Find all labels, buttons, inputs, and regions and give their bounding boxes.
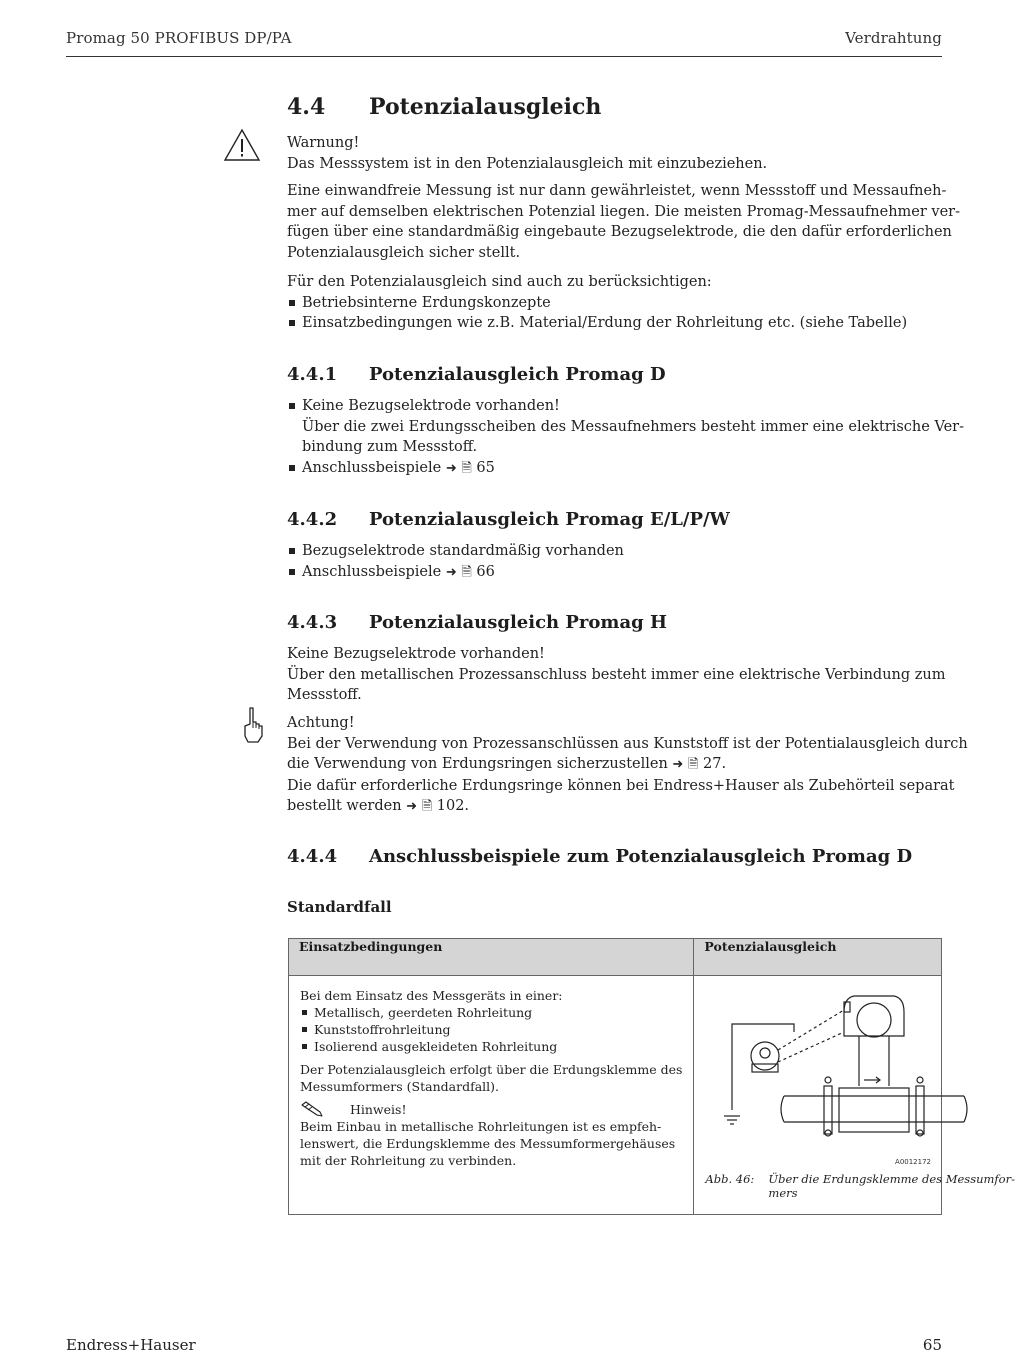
list-item: Betriebsinterne Erdungskonzepte xyxy=(287,293,947,314)
conditions-table xyxy=(288,938,1015,1215)
warning-text: Das Messsystem ist in den Potenzialausgleich mit einzubeziehen. xyxy=(287,155,768,172)
intro-line: mer auf demselben elektrischen Potenzial liegen. Die meisten Promag-Messaufnehmer ver- xyxy=(287,203,961,220)
footer-left: Endress+Hauser xyxy=(66,1336,196,1354)
subsection-number: 4.4.4 xyxy=(287,846,338,867)
sub2-list-block xyxy=(287,541,947,583)
intro-paragraph xyxy=(287,181,961,263)
cross-reference-text: Anschlussbeispiele xyxy=(302,563,442,580)
consider-intro: Für den Potenzialausgleich sind auch zu berücksichtigen: xyxy=(287,274,712,290)
section-heading xyxy=(287,94,602,120)
subsection-title: Potenzialausgleich Promag E/L/P/W xyxy=(369,509,730,530)
cross-reference-text: Anschlussbeispiele xyxy=(302,459,442,476)
page-number-link[interactable]: 102. xyxy=(436,798,470,814)
consider-list xyxy=(287,293,947,334)
conditions-cell xyxy=(289,976,694,1215)
subsection-number: 4.4.2 xyxy=(287,509,338,530)
figure-code: A0012172 xyxy=(895,1158,931,1166)
sub3-line: Über den metallischen Prozessanschluss besteht immer eine elektrische Verbindung zum xyxy=(287,666,946,683)
subsection-title: Potenzialausgleich Promag H xyxy=(369,612,667,633)
page-reference-icon: 🗎 xyxy=(687,757,699,772)
consider-block xyxy=(287,272,947,334)
list-item-line: Keine Bezugselektrode vorhanden! xyxy=(302,398,560,414)
subsection-heading-3 xyxy=(287,612,947,633)
table-row xyxy=(289,976,942,1215)
list-item: Einsatzbedingungen wie z.B. Material/Erdung der Rohrleitung etc. (siehe Tabelle) xyxy=(287,313,947,334)
conditions-intro: Bei dem Einsatz des Messgeräts in einer: xyxy=(300,988,563,1003)
conditions-para-line: Messumformers (Standardfall). xyxy=(300,1079,499,1094)
pencil-icon xyxy=(300,1101,326,1117)
figure-cell xyxy=(694,976,1015,1215)
note-title-line xyxy=(300,1101,682,1118)
page-number-link[interactable]: 27. xyxy=(703,756,727,772)
conditions-content xyxy=(290,977,692,1169)
arrow-right-icon: ➜ xyxy=(406,799,418,814)
page-number: 65 xyxy=(922,1336,942,1354)
warning-block xyxy=(287,133,942,174)
header-right: Verdrahtung xyxy=(845,29,942,47)
table-header-row xyxy=(289,939,942,976)
warning-title: Warnung! xyxy=(287,135,360,151)
page-number-link[interactable]: 66 xyxy=(476,563,495,580)
pointing-hand-icon xyxy=(241,706,265,744)
caution-line-text: bestellt werden xyxy=(287,798,402,814)
warning-triangle-icon xyxy=(223,128,261,162)
list-item: Bezugselektrode standardmäßig vorhanden xyxy=(287,541,947,562)
caution-line xyxy=(287,796,947,818)
page-reference-icon: 🗎 xyxy=(461,564,472,580)
sub3-line: Messstoff. xyxy=(287,687,362,703)
caption-line: mers xyxy=(768,1186,798,1200)
caution-line: Bei der Verwendung von Prozessanschlüssen aus Kunststoff ist der Potentialausgleich durch xyxy=(287,735,968,752)
subsection-heading-1 xyxy=(287,364,947,385)
column-header: Potenzialausgleich xyxy=(694,939,942,976)
section-number: 4.4 xyxy=(287,94,326,120)
subsection-heading-2 xyxy=(287,509,947,530)
page-reference-icon: 🗎 xyxy=(461,460,472,476)
intro-line: Potenzialausgleich sicher stellt. xyxy=(287,244,521,261)
standardfall-heading: Standardfall xyxy=(287,898,392,916)
subsection-number: 4.4.1 xyxy=(287,364,338,385)
caution-line: Die dafür erforderliche Erdungsringe können bei Endress+Hauser als Zubehörteil separat xyxy=(287,777,955,794)
list-item[interactable] xyxy=(287,562,947,584)
subsection-title: Potenzialausgleich Promag D xyxy=(369,364,666,385)
subsection-title: Anschlussbeispiele zum Potenzialausgleich Promag D xyxy=(369,846,913,867)
note-title: Hinweis! xyxy=(349,1102,407,1117)
figure-caption-label: Abb. 46: xyxy=(705,1172,755,1186)
figure-caption xyxy=(768,1172,1015,1200)
list-item-line: bindung zum Messstoff. xyxy=(302,439,478,455)
grounding-diagram xyxy=(694,976,986,1152)
conditions-list xyxy=(300,1004,682,1055)
intro-line: fügen über eine standardmäßig eingebaute Bezugselektrode, die den dafür erforderlichen xyxy=(287,224,952,240)
subsection-heading-4 xyxy=(287,846,947,867)
section-title: Potenzialausgleich xyxy=(369,94,602,120)
note-line: mit der Rohrleitung zu verbinden. xyxy=(300,1153,517,1168)
list-item: Isolierend ausgekleideten Rohrleitung xyxy=(300,1038,682,1055)
list-item xyxy=(287,396,965,458)
list-item: Kunststoffrohrleitung xyxy=(300,1021,682,1038)
header-left: Promag 50 PROFIBUS DP/PA xyxy=(66,29,292,47)
arrow-right-icon: ➜ xyxy=(672,757,684,772)
list-item-line: Über die zwei Erdungsscheiben des Messaufnehmers besteht immer eine elektrische Ver- xyxy=(302,418,965,435)
sub2-list xyxy=(287,541,947,583)
caution-title: Achtung! xyxy=(287,715,355,731)
subsection-number: 4.4.3 xyxy=(287,612,338,633)
conditions-para-line: Der Potenzialausgleich erfolgt über die Erdungsklemme des xyxy=(300,1062,683,1077)
arrow-right-icon: ➜ xyxy=(445,564,457,580)
intro-line: Eine einwandfreie Messung ist nur dann gewährleistet, wenn Messstoff und Messaufneh- xyxy=(287,183,947,199)
list-item[interactable] xyxy=(287,458,947,480)
caution-block xyxy=(287,713,968,818)
note-line: Beim Einbau in metallische Rohrleitungen ist es empfeh- xyxy=(300,1119,662,1134)
sub1-list-block xyxy=(287,396,965,479)
sub3-paragraph xyxy=(287,644,947,706)
caution-line xyxy=(287,754,947,776)
list-item: Metallisch, geerdeten Rohrleitung xyxy=(300,1004,682,1021)
note-line: lenswert, die Erdungsklemme des Messumformergehäuses xyxy=(300,1136,676,1151)
sub1-list xyxy=(287,396,965,479)
page-reference-icon: 🗎 xyxy=(421,799,433,814)
sub3-line: Keine Bezugselektrode vorhanden! xyxy=(287,646,545,662)
caption-line: Über die Erdungsklemme des Messumfor- xyxy=(768,1172,1015,1186)
arrow-right-icon: ➜ xyxy=(445,460,457,476)
page-number-link[interactable]: 65 xyxy=(476,459,495,476)
column-header: Einsatzbedingungen xyxy=(289,939,694,976)
caution-line-text: die Verwendung von Erdungsringen sicherzustellen xyxy=(287,756,668,772)
header-rule xyxy=(66,56,942,57)
